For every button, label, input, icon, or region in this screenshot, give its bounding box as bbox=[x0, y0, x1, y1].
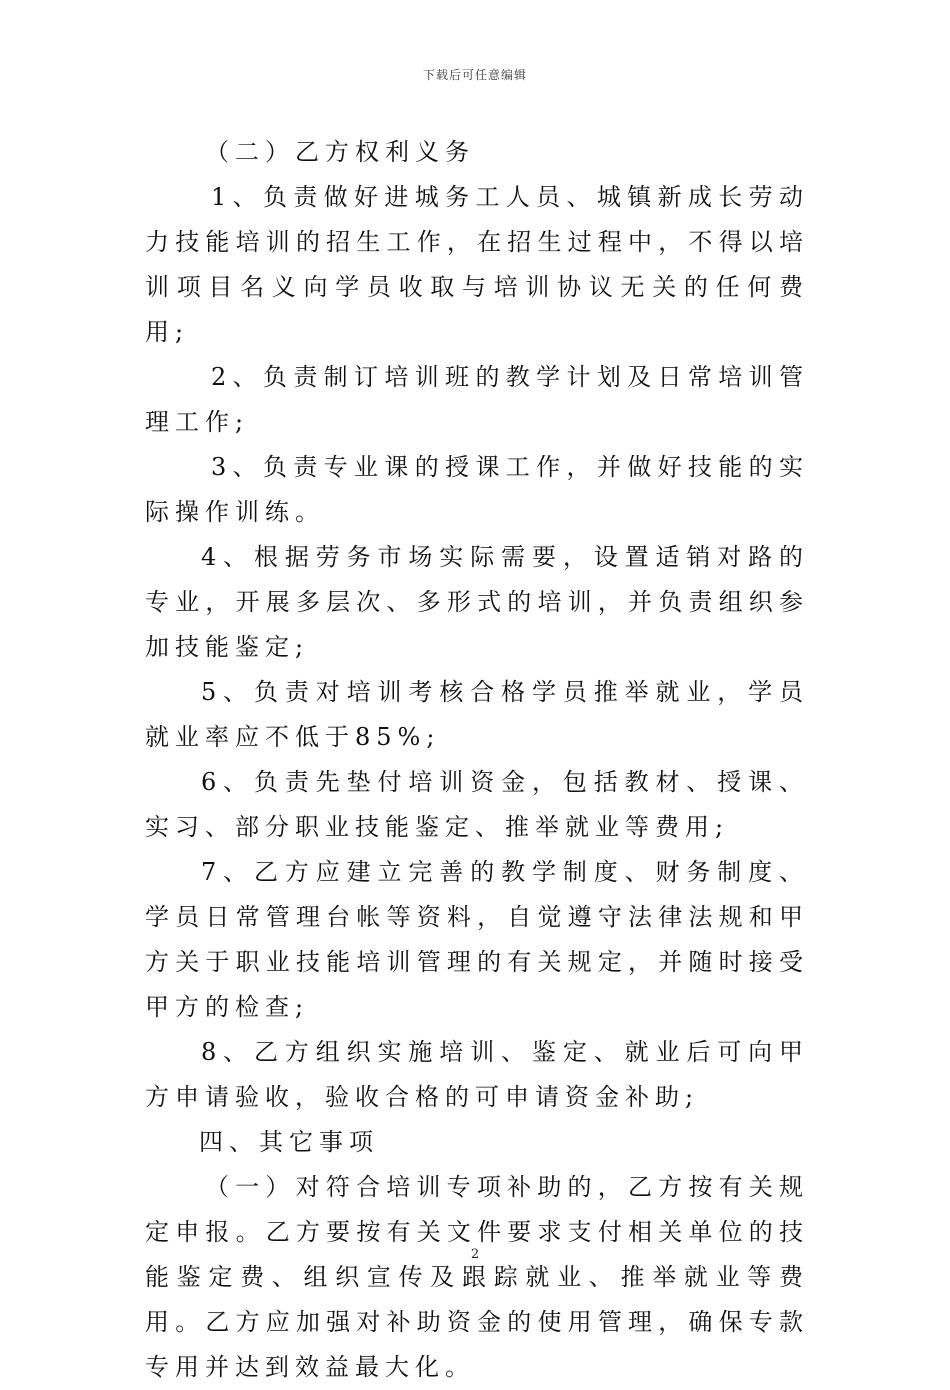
section-heading-other-matters: 四、其它事项 bbox=[199, 1128, 379, 1156]
paragraph-item-4: 4、根据劳务市场实际需要，设置适销对路的专业，开展多层次、多形式的培训，并负责组织参加技能鉴定; bbox=[145, 543, 809, 661]
paragraph-other-matters-1: （一）对符合培训专项补助的，乙方按有关规定申报。乙方要按有关文件要求支付相关单位的技能鉴定费、组织宣传及跟踪就业、推举就业等费用。乙方应加强对补助资金的使用管理，确保专款专用并达到效益最大化。 bbox=[145, 1173, 809, 1381]
paragraph-item-6: 6、负责先垫付培训资金，包括教材、授课、实习、部分职业技能鉴定、推举就业等费用; bbox=[145, 768, 809, 841]
paragraph-item-3: 3、负责专业课的授课工作，并做好技能的实际操作训练。 bbox=[145, 453, 809, 526]
paragraph-item-8: 8、乙方组织实施培训、鉴定、就业后可向甲方申请验收，验收合格的可申请资金补助; bbox=[145, 1038, 809, 1111]
paragraph-item-1: 1、负责做好进城务工人员、城镇新成长劳动力技能培训的招生工作，在招生过程中，不得以培训项目名义向学员收取与培训协议无关的任何费用; bbox=[145, 183, 809, 346]
section-heading-party-b-rights: （二）乙方权利义务 bbox=[205, 138, 475, 166]
page-number: 2 bbox=[470, 1247, 480, 1262]
page-header: 下载后可任意编辑 bbox=[422, 68, 527, 82]
paragraph-item-5: 5、负责对培训考核合格学员推举就业，学员就业率应不低于85%; bbox=[145, 678, 809, 751]
paragraph-item-7: 7、乙方应建立完善的教学制度、财务制度、学员日常管理台帐等资料，自觉遵守法律法规和甲方关于职业技能培训管理的有关规定，并随时接受甲方的检查; bbox=[145, 858, 809, 1021]
document-body bbox=[145, 130, 809, 1390]
paragraph-item-2: 2、负责制订培训班的教学计划及日常培训管理工作; bbox=[145, 363, 809, 436]
